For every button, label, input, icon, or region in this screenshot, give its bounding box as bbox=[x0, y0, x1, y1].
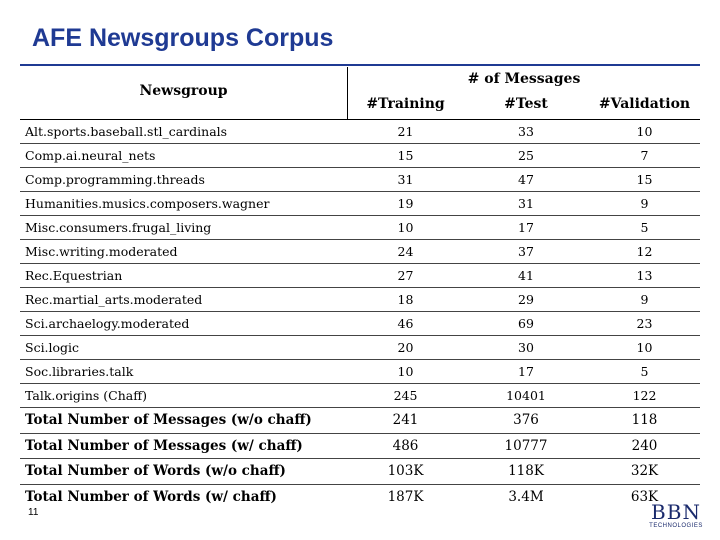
training-count: 15 bbox=[397, 148, 414, 163]
test-count: 47 bbox=[518, 172, 534, 187]
validation-count: 5 bbox=[640, 364, 649, 379]
test-count: 33 bbox=[518, 124, 534, 139]
header-newsgroup: Newsgroup bbox=[139, 83, 228, 99]
table-row bbox=[20, 192, 700, 216]
test-total: 3.4M bbox=[508, 488, 544, 505]
test-total: 376 bbox=[513, 412, 539, 428]
newsgroup-name: Alt.sports.baseball.stl_cardinals bbox=[25, 124, 228, 139]
validation-total: 63K bbox=[630, 488, 659, 505]
validation-count: 10 bbox=[636, 340, 653, 355]
training-count: 24 bbox=[397, 244, 414, 259]
test-count: 41 bbox=[518, 268, 534, 283]
training-count: 20 bbox=[397, 340, 414, 355]
training-count: 10 bbox=[397, 364, 414, 379]
newsgroup-name: Rec.Equestrian bbox=[25, 268, 123, 283]
total-label: Total Number of Words (w/ chaff) bbox=[25, 488, 277, 505]
table-row bbox=[20, 216, 700, 240]
table-row bbox=[20, 360, 700, 384]
test-count: 25 bbox=[518, 148, 534, 163]
validation-count: 9 bbox=[640, 196, 649, 211]
table-row bbox=[20, 336, 700, 360]
title-underline bbox=[20, 64, 700, 66]
table-row bbox=[20, 384, 700, 408]
total-row bbox=[20, 408, 700, 434]
validation-count: 10 bbox=[636, 124, 653, 139]
newsgroup-name: Rec.martial_arts.moderated bbox=[25, 292, 203, 307]
newsgroup-name: Misc.consumers.frugal_living bbox=[25, 220, 212, 235]
table-row bbox=[20, 264, 700, 288]
newsgroup-name: Sci.archaelogy.moderated bbox=[25, 316, 190, 331]
total-row bbox=[20, 485, 700, 510]
training-count: 46 bbox=[397, 316, 414, 331]
training-count: 18 bbox=[397, 292, 414, 307]
test-count: 17 bbox=[518, 220, 534, 235]
logo-text: BBN bbox=[651, 500, 701, 524]
test-total: 118K bbox=[508, 463, 544, 479]
newsgroup-name: Comp.programming.threads bbox=[25, 172, 205, 187]
newsgroup-name: Comp.ai.neural_nets bbox=[25, 148, 156, 163]
table-row bbox=[20, 144, 700, 168]
newsgroup-name: Sci.logic bbox=[25, 340, 80, 355]
test-total: 10777 bbox=[504, 437, 548, 454]
page-number: 11 bbox=[28, 507, 39, 518]
test-count: 29 bbox=[518, 292, 534, 307]
validation-count: 23 bbox=[636, 316, 653, 331]
training-count: 245 bbox=[393, 388, 418, 403]
page-title: AFE Newsgroups Corpus bbox=[32, 24, 334, 52]
bbn-logo bbox=[648, 502, 704, 534]
validation-count: 9 bbox=[640, 292, 649, 307]
test-count: 69 bbox=[518, 316, 534, 331]
test-count: 10401 bbox=[506, 388, 546, 403]
newsgroup-name: Soc.libraries.talk bbox=[25, 364, 134, 379]
training-count: 21 bbox=[397, 124, 414, 139]
header-training: #Training bbox=[366, 96, 445, 112]
training-total: 103K bbox=[387, 463, 424, 479]
training-count: 10 bbox=[397, 220, 414, 235]
validation-total: 240 bbox=[631, 437, 658, 454]
table-header bbox=[20, 67, 700, 120]
total-row bbox=[20, 434, 700, 460]
training-count: 27 bbox=[397, 268, 414, 283]
validation-count: 122 bbox=[632, 388, 657, 403]
logo-subtext: TECHNOLOGIES bbox=[649, 523, 703, 529]
header-test: #Test bbox=[504, 96, 548, 112]
header-validation: #Validation bbox=[598, 96, 691, 112]
newsgroup-name: Humanities.musics.composers.wagner bbox=[25, 196, 270, 211]
table-row bbox=[20, 120, 700, 144]
total-row bbox=[20, 459, 700, 485]
validation-count: 7 bbox=[640, 148, 649, 163]
training-total: 241 bbox=[392, 412, 419, 428]
newsgroup-name: Misc.writing.moderated bbox=[25, 244, 178, 259]
test-count: 17 bbox=[518, 364, 534, 379]
header-messages: # of Messages bbox=[467, 71, 581, 87]
validation-count: 15 bbox=[636, 172, 653, 187]
total-label: Total Number of Messages (w/ chaff) bbox=[25, 437, 303, 454]
newsgroup-name: Talk.origins (Chaff) bbox=[25, 388, 148, 403]
validation-count: 13 bbox=[636, 268, 653, 283]
validation-count: 5 bbox=[640, 220, 649, 235]
table-row bbox=[20, 240, 700, 264]
total-label: Total Number of Messages (w/o chaff) bbox=[25, 412, 312, 428]
validation-count: 12 bbox=[636, 244, 653, 259]
validation-total: 118 bbox=[631, 412, 658, 428]
corpus-table bbox=[20, 67, 700, 509]
table-row bbox=[20, 312, 700, 336]
validation-total: 32K bbox=[630, 463, 659, 479]
test-count: 31 bbox=[518, 196, 534, 211]
test-count: 30 bbox=[518, 340, 534, 355]
training-total: 486 bbox=[392, 437, 419, 454]
table-row bbox=[20, 288, 700, 312]
test-count: 37 bbox=[518, 244, 534, 259]
total-label: Total Number of Words (w/o chaff) bbox=[25, 463, 286, 479]
training-total: 187K bbox=[387, 488, 424, 505]
training-count: 19 bbox=[397, 196, 414, 211]
training-count: 31 bbox=[397, 172, 414, 187]
table-row bbox=[20, 168, 700, 192]
